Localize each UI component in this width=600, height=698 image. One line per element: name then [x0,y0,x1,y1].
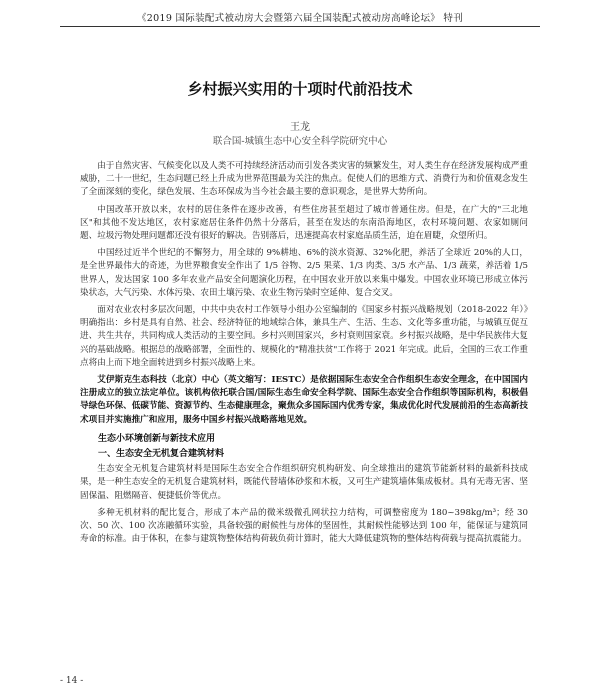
paragraph-1: 由于自然灾害、气候变化以及人类不可持续经济活动而引发各类灾害的频繁发生，对人类生存在经济发展构成严重威胁，二十一世纪，生态问题已经上升成为世界范围最为关注的焦点。促使人们的思维方式、消费行为和价值观念发生了全面深刻的变化，绿色发展、生态环保成为当今社会最主要的意识观念，是世界大势所向。 [80,161,528,198]
article-title: 乡村振兴实用的十项时代前沿技术 [187,80,413,98]
author-name: 王龙 [290,122,310,133]
paragraph-6: 生态安全无机复合建筑材料是国际生态安全合作组织研究机构研发、向全球推出的建筑节能新材料的最新科技成果，是一种生态安全的无机复合建筑材料，既能代替墙体砂浆和木板，又可生产建筑墙体集成板材。具有无毒无害、坚固保温、阻燃隔音、便捷低价等优点。 [80,464,528,501]
header-rule [60,26,540,27]
paragraph-2: 中国改革开放以来，农村的居住条件在逐步改善，有些住房甚至超过了城市普通住房。但是，在广大的"三北地区"和其他不发达地区，农村家庭居住条件仍然十分落后，甚至在发达的东南沿海地区，农村环境问题、农家如厕问题、垃圾污物处理问题都还没有很好的解决。告别落后，迅速提高农村家庭品质生活，迫在眉睫，众望所归。 [80,204,528,242]
article-body [80,160,528,550]
paragraph-7: 多种无机材料的配比复合，形成了本产品的微米级微孔网状拉力结构，可调整密度为 180~398kg/m³；经 30 次、50 次、100 次冻融循环实验，具备较强的耐候性与房体的坚固性，其耐候性能够达到 100 年，能保证与建筑同寿命的标准。由于体积，在参与建筑物整体结构荷载负荷计算时，能大大降低建筑物的整体结构荷载与提高抗震能力。 [80,507,528,545]
paragraph-3: 中国经过近半个世纪的不懈努力，用全球的 9%耕地、6%的淡水资源、32%化肥，养活了全球近 20%的人口，是全世界最伟大的奇迹，为世界粮食安全作出了 1/5 谷物、2/5 果菜、1/3 肉类、3/5 水产品、1/3 蔬菜，养活着 1/5 世界人，发达国家 100 多年农业产品安全问题演化历程，在中国农业开放以来集中爆发。中国农业环境已形成立体污染状态，大气污染、水体污染、农田土壤污染、农业生物污染时空延伸、复合交叉。 [80,248,528,298]
paragraph-4: 面对农业农村多层次问题，中共中央农村工作领导小组办公室编制的《国家乡村振兴战略规划（2018-2022 年）》明确指出：乡村是具有自然、社会、经济特征的地域综合体，兼具生产、生活、生态、文化等多重功能，与城镇互促互进、共生共存，共同构成人类活动的主要空间。乡村兴则国家兴，乡村衰则国家衰。乡村振兴战略，是中华民族伟大复兴的基础战略。根据总的战略部署，全面性的、规模化的"精准扶贫"工作将于 2021 年完成。此后，全国的三农工作重点将由上而下地全面转进到乡村振兴战略上来。 [80,305,528,368]
subsection-heading: 一、生态安全无机复合建筑材料 [98,449,225,460]
page-number: - 14 - [60,676,84,686]
section-heading: 生态小环境创新与新技术应用 [98,433,216,444]
paragraph-5: 艾伊斯克生态科技（北京）中心（英文缩写：IESTC）是依据国际生态安全合作组织生态安全理念，在中国国内注册成立的独立法定单位。该机构依托联合国/国际生态生命安全科学院、国际生态安全合作组织等国际机构，积极倡导绿色环保、低碳节能、资源节约、生态健康理念，聚焦众多国际国内优秀专家，集成优化时代发展前沿的生态高新技术项目并实施推广和应用，服务中国乡村振兴战略落地见效。 [80,375,528,425]
running-head: 《2019 国际装配式被动房大会暨第六届全国装配式被动房高峰论坛》 特刊 [136,13,464,24]
author-affiliation: 联合国-城镇生态中心安全科学院研究中心 [212,136,388,147]
